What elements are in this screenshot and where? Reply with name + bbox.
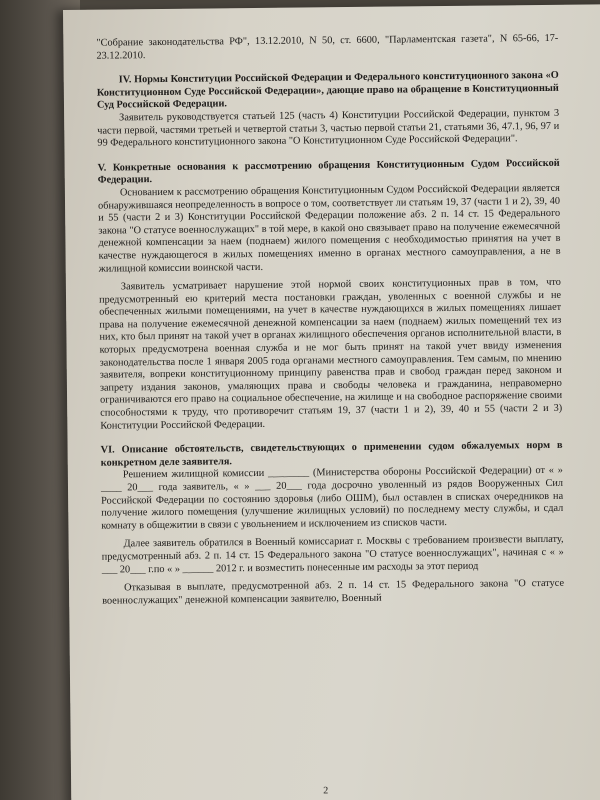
- document-body: [96, 33, 564, 608]
- section-6-heading: VI. Описание обстоятельств, свидетельствующих о применении судом обжалуемых норм в конкретном деле заявителя.: [100, 440, 563, 469]
- section-5-heading: V. Конкретные основания к рассмотрению обращения Конституционным Судом Российской Федерации.: [97, 157, 560, 186]
- section-5-paragraph-1: Основанием к рассмотрению обращения Конституционным Судом Российской Федерации является обнаружившаяся неопределенность в вопросе о том, соответствует ли статьям 19, 37 (части 1 и 2), 39, 40 и 55 (части 2 и 3) Конституции Российской Федерации положение абз. 2 п. 14 ст. 15 Федерального закона "О статусе военнослужащих" в той мере, в какой оно связывает право на получение ежемесячной денежной компенсации за наем (поднаем) жилого помещения с необходимостью принятия на учет в качестве нуждающегося в жилых помещениях именно в органах местного самоуправления, а не в жилищной комиссии воинской части.: [97, 182, 561, 275]
- section-4-paragraph-1: Заявитель руководствуется статьей 125 (часть 4) Конституции Российской Федерации, пунктом 3 части первой, частями третьей и четвертой статьи 3, частью первой статьи 21, статьями 36, 47.1, 96, 97 и 99 Федерального конституционного закона "О Конституционном Суде Российской Федерации".: [97, 107, 560, 149]
- section-6-paragraph-1: Решением жилищной комиссии ________ (Министерства обороны Российской Федерации) от « » ____ 20___ года заявитель, « » ___ 20___ года досрочно уволенный из рядов Вооруженных Сил Российской Федерации по состоянию здоровья (либо ОШМ), был оставлен в списках очередников на получение жилого помещения (улучшение жилищных условий) по последнему месту службы, и сдал комнату в общежитии в связи с увольнением и исключением из списков части.: [100, 465, 564, 532]
- page-number: 2: [323, 785, 329, 797]
- document-page: [63, 4, 600, 800]
- source-citation: "Собрание законодательства РФ", 13.12.2010, N 50, ст. 6600, "Парламентская газета", N 65-66, 17-23.12.2010.: [96, 32, 559, 62]
- section-5-paragraph-2: Заявитель усматривает нарушение этой нормой своих конституционных прав в том, что предусмотренный ею критерий места постановки граждан, уволенных с военной службы и не обеспеченных жилыми помещениями, на учет в качестве нуждающихся в жилых помещениях лишает права на получение ежемесячной денежной компенсации за наем (поднаем) жилых помещений тех из них, кто был принят на такой учет в органах жилищного обеспечения органов исполнительной власти, в которых предусмотрена военная служба и не мог быть принят на такой учет ввиду изменения законодательства после 1 января 2005 года органами местного самоуправления. Тем самым, по мнению заявителя, вопреки конституционному принципу равенства прав и свобод граждан перед законом и запрету издания законов, умаляющих права и свободы человека и гражданина, неправомерно ограничиваются его право на социальное обеспечение, на жилище и на свободное распоряжение своими способностями к труду, что противоречит статьям 19, 37 (части 1 и 2), 39, 40 и 55 (части 2 и 3) Конституции Российской Федерации.: [98, 276, 563, 432]
- section-4-heading: IV. Нормы Конституции Российской Федерации и Федерального конституционного закона «О Конституционном Суде Российской Федерации», дающие право на обращение в Конституционный Суд Российской Федерации.: [96, 70, 559, 112]
- section-6-paragraph-2: Далее заявитель обратился в Военный комиссариат г. Москвы с требованием произвести выплату, предусмотренный абз. 2 п. 14 ст. 15 Федерального закона "О статусе военнослужащих", начиная с « » ___ 20___ г.по « » ______ 2012 г. и возместить понесенные им расходы за этот период: [101, 534, 564, 576]
- section-6-paragraph-3: Отказывая в выплате, предусмотренной абз. 2 п. 14 ст. 15 Федерального закона "О статусе военнослужащих" денежной компенсации заявителю, Военный: [102, 577, 565, 607]
